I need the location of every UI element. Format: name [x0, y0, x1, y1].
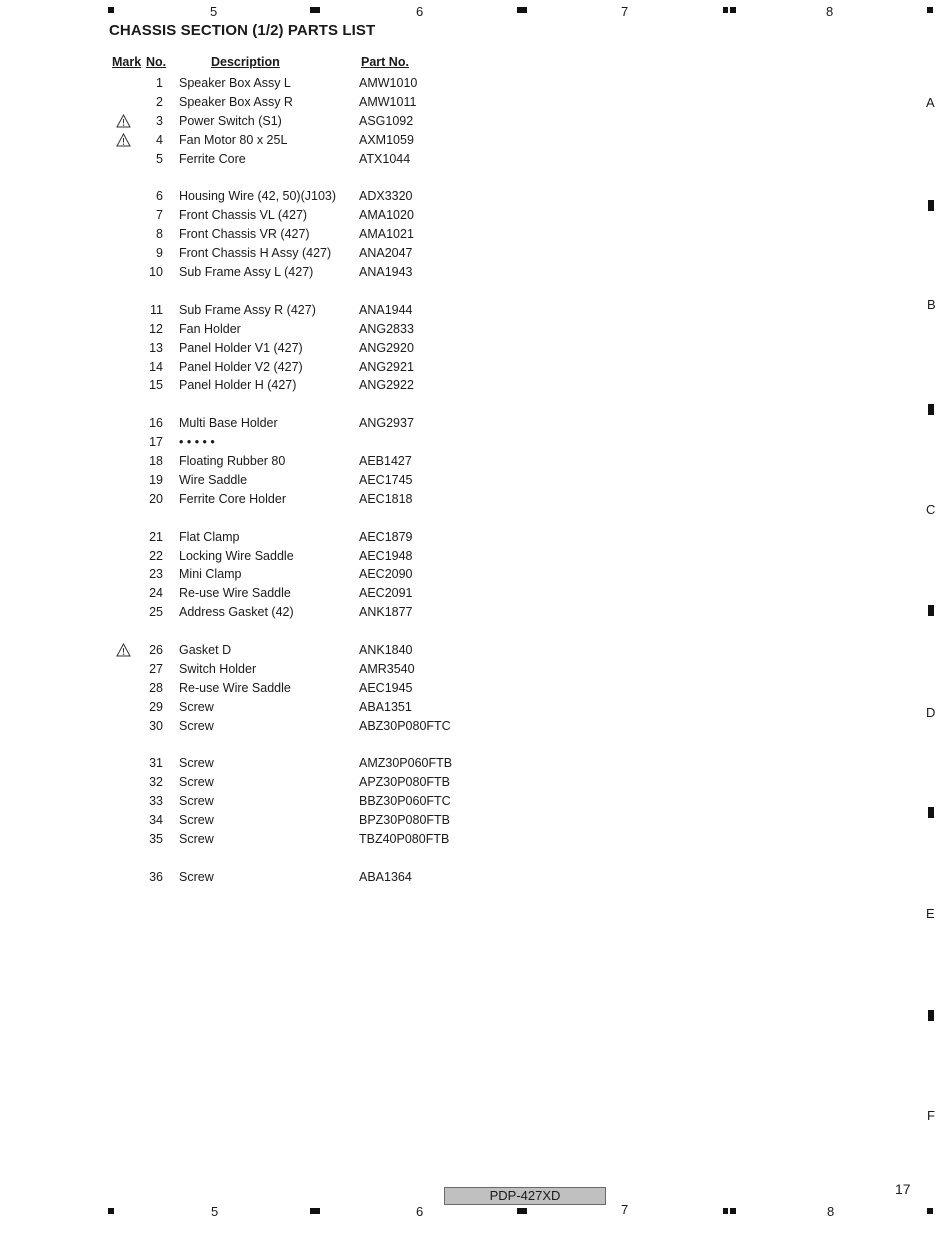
part-description: Fan Holder [179, 321, 241, 336]
registration-mark [927, 7, 933, 13]
part-number-index: 11 [150, 302, 163, 317]
part-description: Screw [179, 756, 214, 771]
part-code: ABA1351 [359, 699, 412, 714]
safety-warning-icon [116, 643, 131, 657]
part-code: AEC1879 [359, 529, 413, 544]
part-code: ANG2920 [359, 340, 414, 355]
registration-mark [730, 1208, 736, 1214]
grid-column-label: 7 [621, 4, 629, 19]
safety-warning-icon [116, 114, 131, 128]
part-description: Gasket D [179, 643, 232, 657]
grid-column-label: 6 [416, 1204, 424, 1219]
part-number-index: 2 [156, 94, 163, 109]
part-number-index: 23 [149, 567, 163, 582]
table-row [0, 565, 600, 584]
part-code: TBZ40P080FTB [359, 832, 450, 846]
table-row [0, 244, 600, 263]
grid-column-label: 5 [210, 4, 218, 19]
table-row [0, 376, 600, 395]
part-description: Ferrite Core Holder [179, 491, 286, 506]
registration-mark [723, 7, 728, 13]
part-number-index: 26 [149, 643, 163, 657]
grid-column-label: 8 [827, 1204, 835, 1219]
registration-mark [310, 7, 320, 13]
part-description: Screw [179, 869, 214, 884]
part-code: AMR3540 [359, 661, 415, 676]
table-row [0, 717, 600, 736]
part-description: Ferrite Core [179, 151, 246, 166]
model-label: PDP-427XD [444, 1187, 606, 1205]
part-code: ASG1092 [359, 113, 414, 128]
column-header-no: No. [146, 55, 167, 69]
part-description: Sub Frame Assy L (427) [179, 265, 314, 279]
part-description: Housing Wire (42, 50)(J103) [179, 189, 337, 204]
part-number-index: 15 [149, 378, 163, 393]
part-description: Fan Motor 80 x 25L [179, 132, 288, 147]
table-row [0, 339, 600, 358]
part-number-index: 14 [149, 359, 163, 374]
column-header-mark: Mark [112, 55, 142, 69]
part-code: AEC1745 [359, 472, 413, 487]
part-number-index: 33 [149, 794, 163, 809]
registration-mark [517, 1208, 527, 1214]
table-row [0, 660, 600, 679]
part-code: AXM1059 [359, 132, 414, 147]
registration-mark [108, 7, 114, 13]
part-number-index: 1 [156, 76, 163, 90]
registration-mark [927, 1208, 933, 1214]
grid-column-label: 5 [211, 1204, 219, 1219]
part-number-index: 4 [156, 132, 163, 147]
table-row [0, 263, 600, 282]
part-description: Panel Holder V1 (427) [179, 340, 303, 355]
part-description: Sub Frame Assy R (427) [179, 302, 316, 317]
part-description: Address Gasket (42) [179, 605, 294, 620]
part-description: Screw [179, 699, 214, 714]
registration-mark [723, 1208, 728, 1214]
part-code: ANA2047 [359, 246, 413, 261]
table-row [0, 93, 600, 112]
part-number-index: 34 [149, 813, 163, 828]
table-row [0, 754, 600, 773]
part-number-index: 6 [156, 189, 163, 204]
part-number-index: 22 [149, 548, 163, 563]
table-row [0, 187, 600, 206]
part-code: ANG2921 [359, 359, 414, 374]
part-description: Floating Rubber 80 [179, 454, 286, 468]
part-code: AEC1948 [359, 548, 413, 563]
registration-mark [108, 1208, 114, 1214]
part-code: ABA1364 [359, 869, 412, 884]
part-number-index: 18 [149, 454, 163, 468]
part-code: ATX1044 [359, 151, 411, 166]
part-code: ANK1877 [359, 605, 413, 620]
table-row [0, 698, 600, 717]
part-number-index: 30 [149, 718, 163, 733]
part-description: Re-use Wire Saddle [179, 586, 291, 601]
part-description: Front Chassis H Assy (427) [179, 246, 332, 261]
table-row [0, 414, 600, 433]
table-row [0, 206, 600, 225]
part-number-index: 7 [156, 208, 163, 223]
registration-mark [928, 605, 934, 616]
part-code: ANG2922 [359, 378, 414, 393]
registration-mark [310, 1208, 320, 1214]
part-code: AMA1020 [359, 208, 414, 223]
part-number-index: 35 [149, 832, 163, 846]
part-number-index: 27 [149, 661, 163, 676]
part-number-index: 32 [149, 775, 163, 790]
safety-warning-icon [116, 133, 131, 147]
grid-column-label: 8 [826, 4, 834, 19]
table-row [0, 490, 600, 509]
table-row [0, 811, 600, 830]
table-row [0, 433, 600, 452]
table-row [0, 150, 600, 169]
part-number-index: 19 [149, 472, 163, 487]
table-row [0, 471, 600, 490]
part-code: ADX3320 [359, 189, 413, 204]
table-row [0, 547, 600, 566]
table-row [0, 773, 600, 792]
part-number-index: 31 [149, 756, 163, 771]
table-row [0, 528, 600, 547]
part-number-index: 10 [149, 265, 163, 279]
part-code: AMZ30P060FTB [359, 756, 453, 771]
part-code: ANG2833 [359, 321, 414, 336]
part-description: Speaker Box Assy R [179, 94, 293, 109]
table-row [0, 301, 600, 320]
part-code: ABZ30P080FTC [359, 718, 451, 733]
part-number-index: 8 [156, 227, 163, 242]
column-header-description: Description [211, 55, 280, 69]
part-number-index: 28 [149, 680, 163, 695]
part-description: Flat Clamp [179, 529, 240, 544]
table-row [0, 792, 600, 811]
part-description: Front Chassis VL (427) [179, 208, 308, 223]
part-description: Front Chassis VR (427) [179, 227, 310, 242]
grid-row-label: F [927, 1108, 935, 1123]
part-description: Screw [179, 813, 214, 828]
part-number-index: 3 [156, 113, 163, 128]
table-row [0, 603, 600, 622]
registration-mark [517, 7, 527, 13]
part-code: AEC2091 [359, 586, 413, 601]
part-description: Wire Saddle [179, 472, 248, 487]
part-code: AMA1021 [359, 227, 414, 242]
part-code: ANG2937 [359, 416, 414, 431]
part-number-index: 5 [156, 151, 163, 166]
part-number-index: 25 [149, 605, 163, 620]
part-code: AEB1427 [359, 454, 412, 468]
column-header-part-no: Part No. [361, 55, 409, 69]
table-row [0, 131, 600, 150]
part-description: Screw [179, 718, 214, 733]
part-code: ANK1840 [359, 643, 413, 657]
table-row [0, 584, 600, 603]
table-row [0, 868, 600, 887]
part-code: ANA1943 [359, 265, 413, 279]
part-number-index: 13 [149, 340, 163, 355]
registration-mark [928, 404, 934, 415]
part-description: Panel Holder V2 (427) [179, 359, 303, 374]
table-row [0, 679, 600, 698]
registration-mark [730, 7, 736, 13]
grid-row-label: B [927, 297, 936, 312]
part-number-index: 12 [149, 321, 163, 336]
part-description: Multi Base Holder [179, 416, 278, 431]
part-description: Screw [179, 794, 214, 809]
table-row [0, 225, 600, 244]
part-code: AEC2090 [359, 567, 413, 582]
table-row [0, 641, 600, 660]
part-number-index: 21 [149, 529, 163, 544]
part-code: ANA1944 [359, 302, 413, 317]
part-description: Switch Holder [179, 661, 257, 676]
part-description: Screw [179, 775, 214, 790]
registration-mark [928, 807, 934, 818]
grid-column-label: 7 [621, 1202, 629, 1217]
part-description: Mini Clamp [179, 567, 242, 582]
grid-row-label: C [926, 502, 936, 517]
table-row [0, 320, 600, 339]
grid-row-label: A [926, 95, 935, 110]
page-title: CHASSIS SECTION (1/2) PARTS LIST [109, 22, 376, 39]
table-row [0, 74, 600, 93]
part-number-index: 9 [156, 246, 163, 261]
part-number-index: 36 [149, 869, 163, 884]
table-row [0, 830, 600, 849]
part-number-index: 24 [149, 586, 163, 601]
part-code: AMW1011 [359, 94, 417, 109]
part-code: BBZ30P060FTC [359, 794, 451, 809]
registration-mark [928, 1010, 934, 1021]
part-number-index: 16 [149, 416, 163, 431]
page-number: 17 [895, 1181, 911, 1197]
part-code: BPZ30P080FTB [359, 813, 451, 828]
part-code: AMW1010 [359, 76, 418, 90]
part-number-index: 17 [149, 435, 163, 450]
part-number-index: 20 [149, 491, 163, 506]
grid-column-label: 6 [416, 4, 424, 19]
part-description: Panel Holder H (427) [179, 378, 297, 393]
grid-row-label: E [926, 906, 935, 921]
registration-mark [928, 200, 934, 211]
part-description: • • • • • [179, 435, 215, 450]
part-description: Speaker Box Assy L [179, 76, 291, 90]
grid-row-label: D [926, 705, 936, 720]
table-row [0, 112, 600, 131]
part-number-index: 29 [149, 699, 163, 714]
part-description: Re-use Wire Saddle [179, 680, 291, 695]
part-description: Screw [179, 832, 214, 846]
part-code: AEC1945 [359, 680, 413, 695]
part-code: AEC1818 [359, 491, 413, 506]
table-row [0, 358, 600, 377]
part-description: Power Switch (S1) [179, 113, 282, 128]
table-row [0, 452, 600, 471]
part-description: Locking Wire Saddle [179, 548, 294, 563]
part-code: APZ30P080FTB [359, 775, 451, 790]
